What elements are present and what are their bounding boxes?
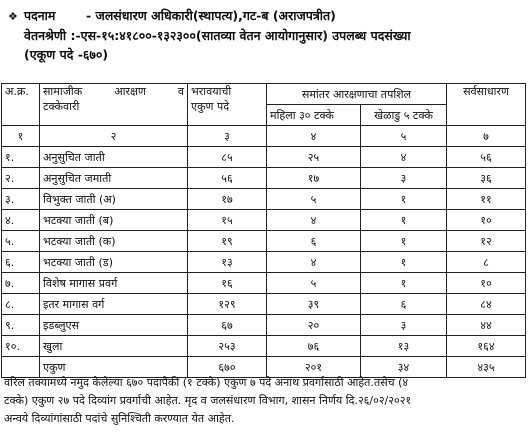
row-women: १७ <box>267 168 361 189</box>
header-posts: भरावयाची एकुण पदे <box>188 84 267 126</box>
post-line <box>8 6 520 26</box>
row-posts: २५३ <box>188 336 267 357</box>
table-number-row: १ २ ३ ४ ५ ७ <box>2 126 526 147</box>
row-posts: १३ <box>188 252 267 273</box>
row-sr: ७. <box>2 273 40 294</box>
row-women: ५ <box>267 189 361 210</box>
footer-line-3: अन्वये दिव्यांगांसाठी पदांचे सुनिश्चिती करण्यात येत आहेत. <box>4 412 235 425</box>
row-sports: १ <box>361 231 447 252</box>
row-women: ६ <box>267 231 361 252</box>
row-sports: १ <box>361 273 447 294</box>
row-women: ४ <box>267 252 361 273</box>
row-category: अनुसुचित जाती <box>40 147 188 168</box>
row-sr: १०. <box>2 336 40 357</box>
header-parallel: समांतर आरक्षणाचा तपशिल <box>267 84 447 105</box>
row-sr: २. <box>2 168 40 189</box>
row-category: इतर मागास वर्ग <box>40 294 188 315</box>
pay-scale-line: वेतनश्रेणी :-एस-१५:४१८००-१३२३००(सातव्या वेतन आयोगानुसार) उपलब्ध पदसंख्या <box>24 28 411 43</box>
total-general: ४३५ <box>447 357 526 378</box>
table-row <box>2 252 526 273</box>
row-posts: १२९ <box>188 294 267 315</box>
row-women: ७६ <box>267 336 361 357</box>
row-general: ४४ <box>447 315 526 336</box>
row-posts: ८५ <box>188 147 267 168</box>
row-posts: १६ <box>188 273 267 294</box>
row-category: भटक्या जाती (ड) <box>40 252 188 273</box>
row-general: ८४ <box>447 294 526 315</box>
table-row <box>2 294 526 315</box>
row-category: इडब्लुएस <box>40 315 188 336</box>
row-sports: १ <box>361 252 447 273</box>
row-category: भटक्या जाती (क) <box>40 231 188 252</box>
header-sports: खेळाडु ५ टक्के <box>361 105 447 126</box>
row-women: २५ <box>267 147 361 168</box>
table-header-row <box>2 84 526 105</box>
reservation-table <box>1 83 526 378</box>
footer-line-1: वरिल तक्यामध्ये नमुद केलेल्या ६७० पदांपैकी (१ टक्के) एकुण ७ पदे अनाथ प्रवर्गासाठी आहेत.तसेच (४ <box>4 376 409 389</box>
row-women: ३९ <box>267 294 361 315</box>
table-row <box>2 273 526 294</box>
total-posts: ६७० <box>188 357 267 378</box>
header-general: सर्वसाधारण <box>447 84 526 126</box>
row-general: १२ <box>447 231 526 252</box>
row-sr: १. <box>2 147 40 168</box>
row-posts: १७ <box>188 189 267 210</box>
row-category: विभुक्त जाती (अ) <box>40 189 188 210</box>
row-category: अनुसुचित जमाती <box>40 168 188 189</box>
table-row <box>2 168 526 189</box>
table-row <box>2 315 526 336</box>
total-sports: ३४ <box>361 357 447 378</box>
row-general: १० <box>447 273 526 294</box>
table-row <box>2 336 526 357</box>
footer-line-2: टक्के) एकुण २७ पदे दिव्यांग प्रवर्गाची आहेत. मृद व जलसंधारण विभाग, शासन निर्णय दि.२६/०२/२०२१ <box>4 394 412 407</box>
diamond-bullet-icon: ❖ <box>8 10 18 23</box>
table-row <box>2 210 526 231</box>
row-sr: ९. <box>2 315 40 336</box>
row-women: ४ <box>267 210 361 231</box>
total-women: २०१ <box>267 357 361 378</box>
row-sr: ३. <box>2 189 40 210</box>
row-sports: ६ <box>361 294 447 315</box>
row-category: विशेष मागास प्रवर्ग <box>40 273 188 294</box>
total-label: एकुण <box>40 357 188 378</box>
header-women: महिला ३० टक्के <box>267 105 361 126</box>
row-general: ५६ <box>447 147 526 168</box>
row-women: ५ <box>267 273 361 294</box>
row-posts: १९ <box>188 231 267 252</box>
row-sports: १ <box>361 189 447 210</box>
row-general: ८ <box>447 252 526 273</box>
row-general: १० <box>447 210 526 231</box>
row-sr: ४. <box>2 210 40 231</box>
post-label: पदनाम <box>24 8 56 23</box>
row-category: खुला <box>40 336 188 357</box>
row-sports: १ <box>361 210 447 231</box>
row-sports: ३ <box>361 168 447 189</box>
footer-note <box>4 374 522 428</box>
row-general: ११ <box>447 189 526 210</box>
row-posts: ६७ <box>188 315 267 336</box>
row-women: २० <box>267 315 361 336</box>
row-sr: ५. <box>2 231 40 252</box>
row-sports: ४ <box>361 147 447 168</box>
row-posts: ५६ <box>188 168 267 189</box>
header-category: सामाजीक आरक्षण व टक्केवारी <box>40 84 188 126</box>
total-posts-line: (एकूण पदे -६७०) <box>24 47 109 62</box>
table-row <box>2 147 526 168</box>
row-sports: १३ <box>361 336 447 357</box>
row-sr: ८. <box>2 294 40 315</box>
row-sports: ३ <box>361 315 447 336</box>
row-category: भटक्या जाती (ब) <box>40 210 188 231</box>
row-general: १६४ <box>447 336 526 357</box>
row-posts: १५ <box>188 210 267 231</box>
post-value: - जलसंधारण अधिकारी(स्थापत्य),गट-ब (अराजपत्रीत) <box>86 8 336 23</box>
table-row <box>2 189 526 210</box>
header-sr: अ.क्र. <box>2 84 40 126</box>
row-general: ३६ <box>447 168 526 189</box>
row-sr: ६. <box>2 252 40 273</box>
document-header <box>8 6 520 64</box>
table-row <box>2 231 526 252</box>
